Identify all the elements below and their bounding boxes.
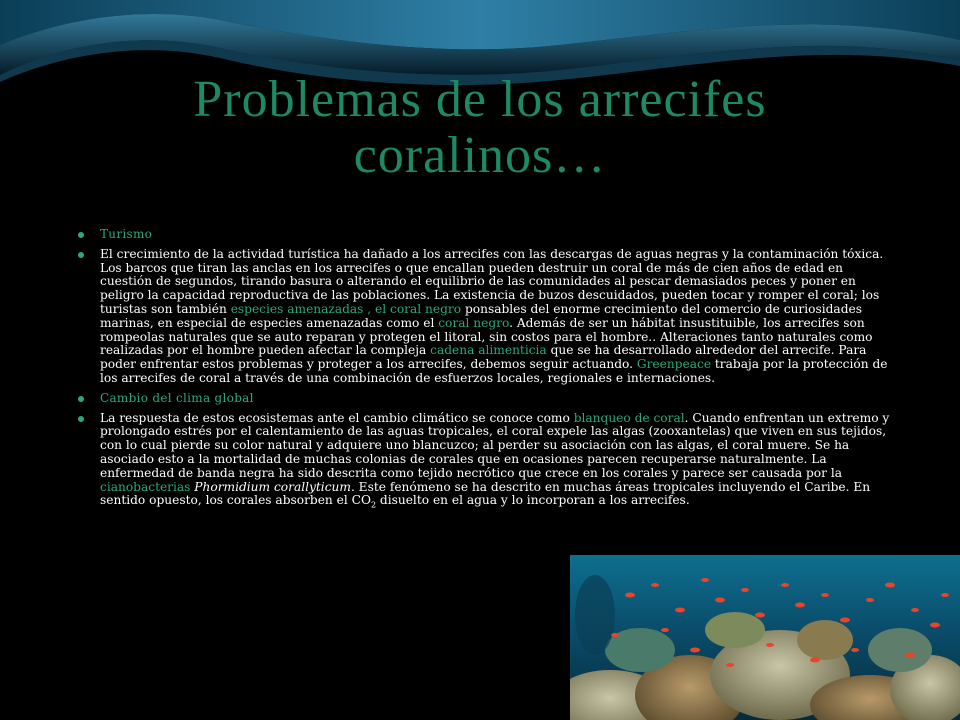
link-cadena-alimenticia[interactable]: cadena alimenticia [430, 343, 547, 358]
link-especies-amenazadas[interactable]: especies amenazadas , el coral negro [230, 301, 462, 316]
bullet-item-clima-text [76, 412, 896, 509]
paragraph-text: El crecimiento de la actividad turística ha dañado a los arrecifes con las descargas de aguas negras y la contaminación tóxica. Los barcos que tiran las anclas en los arrecifes o que encallan pueden destruir un coral de más de cien años de edad en cuestión de segundos, tirando basura o alterando el equilibrio de las comunidades al pescar demasiados peces y poner en peligro la capacidad reproductiva de las poblaciones. La existencia de buzos descuidados, pueden tocar y romper el coral; los turistas son también [100, 246, 884, 316]
slide-title-line1: Problemas de los arrecifes [193, 71, 767, 128]
bullet-item-turismo-text [76, 248, 896, 386]
subscript-2: 2 [370, 500, 377, 510]
link-coral-negro[interactable]: coral negro [438, 315, 510, 330]
heading-turismo: Turismo [100, 227, 153, 241]
heading-cambio-clima: Cambio del clima global [100, 390, 254, 405]
bullet-dot-icon [78, 232, 84, 238]
link-cianobacterias[interactable]: cianobacterias [100, 479, 191, 494]
link-greenpeace[interactable]: Greenpeace [636, 357, 712, 372]
paragraph-text: . Este fenómeno se ha descrito en muchas áreas tropicales incluyendo el Caribe. En sentido opuesto, los corales absorben el CO [100, 479, 871, 508]
paragraph-text: La respuesta de estos ecosistemas ante el cambio climático se conoce como [100, 410, 574, 425]
bullet-dot-icon [78, 396, 84, 402]
paragraph-text: que se ha desarrollado alrededor del arrecife. Para poder enfrentar estos problemas y proteger a los arrecifes, debemos seguir actuando. [100, 343, 867, 372]
bullet-dot-icon [78, 252, 84, 258]
content-list [76, 228, 896, 514]
slide-title [60, 72, 900, 184]
bullet-dot-icon [78, 416, 84, 422]
bullet-item-clima [76, 392, 896, 406]
link-blanqueo-de-coral[interactable]: blanqueo de coral [573, 410, 685, 425]
paragraph-text: trabaja por la protección de los arrecifes de coral a través de una combinación de esfuerzos locales, regionales e internaciones. [100, 357, 888, 385]
paragraph-text: . Además de ser un hábitat insustituible, los arrecifes son rompeolas naturales que se auto reparan y protegen el litoral, sin costos para el hombre.. Alteraciones tanto naturales como realizadas por el hombre pueden afectar la compleja [100, 315, 873, 358]
paragraph-text: disuelto en el agua y lo incorporan a los arrecifes. [376, 493, 690, 508]
bullet-item-turismo [76, 228, 896, 242]
paragraph-text: . Cuando enfrentan un extremo y prolongado estrés por el calentamiento de las aguas tropicales, el coral expele las algas (zooxantelas) que viven en sus tejidos, con lo cual pierde su color natural y adquiere uno blancuzco; al perder su asociación con las algas, el coral muere. Se ha asociado esto a la mortalidad de muchas colonias de corales que en ocasiones parecen recuperarse naturalmente. La enfermedad de banda negra ha sido descrita como tejido necrótico que crece en los corales y parece ser causada por la [100, 410, 890, 480]
paragraph-text: ponsables del enorme crecimiento del comercio de curiosidades marinas, en especial de especies amenazadas como el [100, 301, 862, 330]
coral-reef-photo [570, 555, 960, 720]
slide-title-line2: coralinos… [353, 127, 607, 184]
species-name: Phormidium corallyticum [190, 479, 351, 494]
